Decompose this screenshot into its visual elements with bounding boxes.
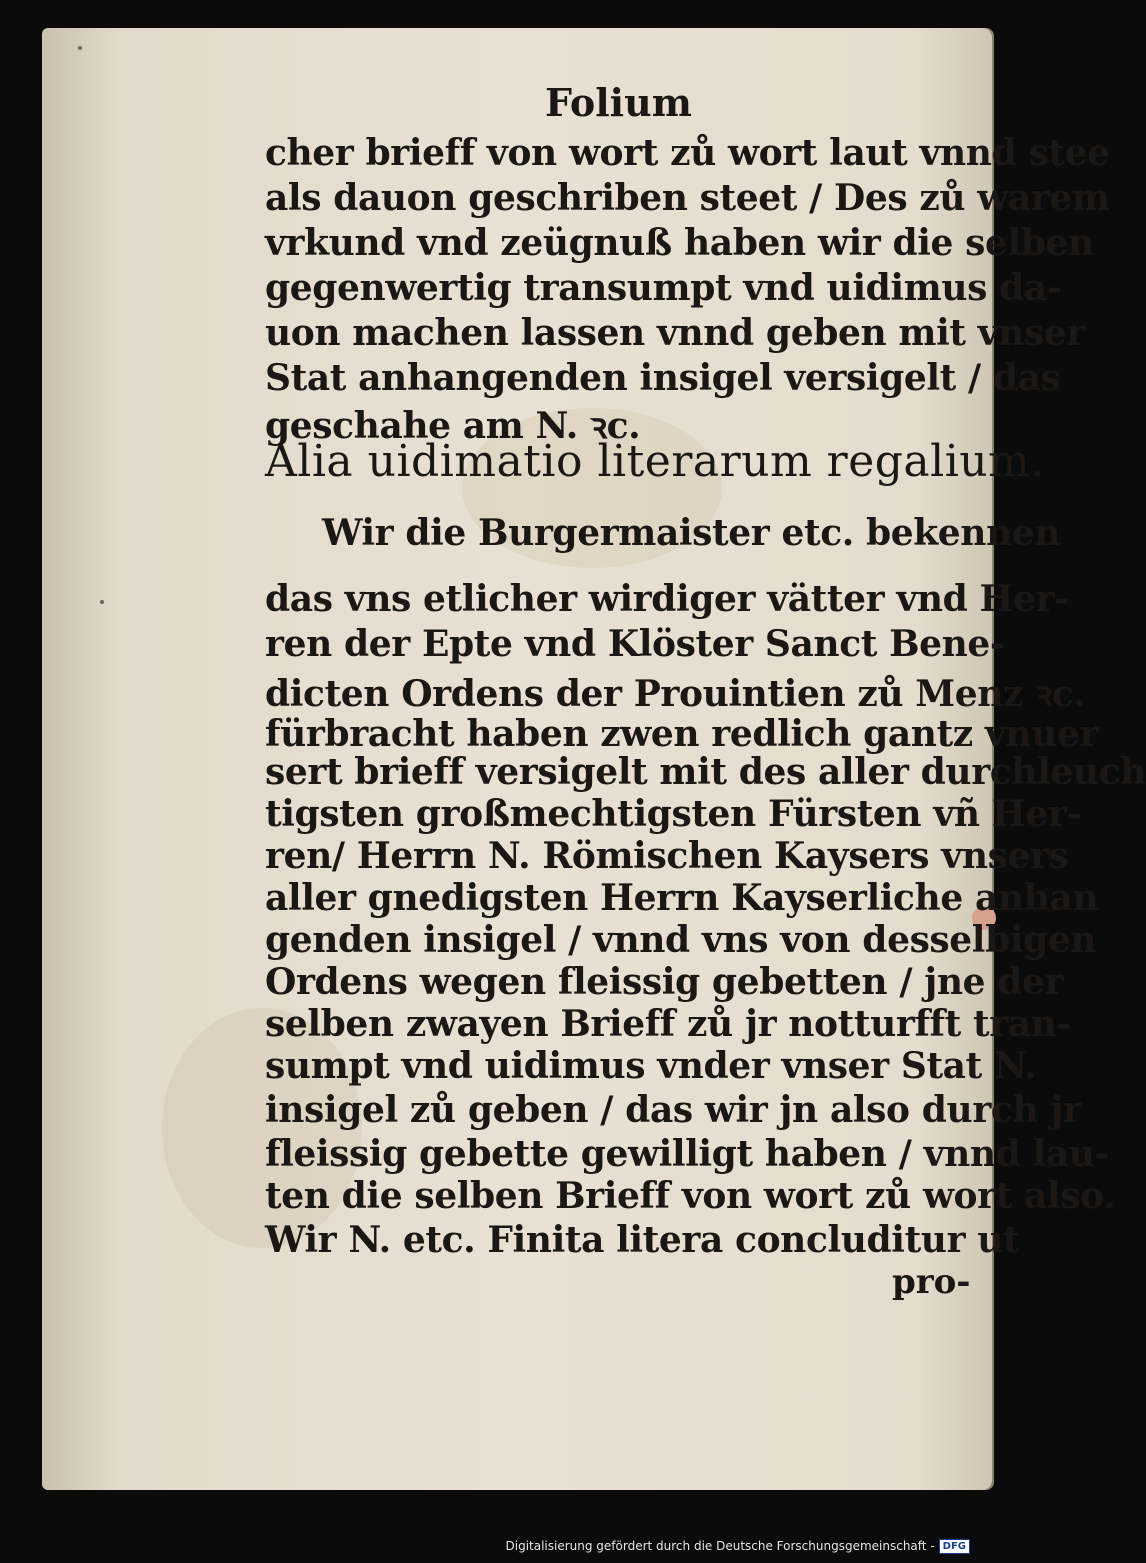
text-line: ren/ Herrn N. Römischen Kaysers vnsers (265, 835, 1069, 877)
text-line: dicten Ordens der Prouintien zů Menz ꝛc. (265, 673, 1086, 715)
paper-speck (100, 600, 104, 604)
text-line: als dauon geschriben steet / Des zů warem (265, 177, 1110, 219)
catchword: pro- (892, 1262, 971, 1302)
page-header: Folium (545, 80, 692, 125)
text-line: Wir N. etc. Finita litera concluditur ut (265, 1219, 1020, 1261)
dfg-logo: DFG (939, 1539, 970, 1554)
funding-credit (506, 1537, 971, 1555)
text-line: insigel zů geben / das wir jn also durch jr (265, 1089, 1082, 1131)
text-line: tigsten großmechtigsten Fürsten vñ Her- (265, 793, 1081, 835)
text-line: fleissig gebette gewilligt haben / vnnd lau- (265, 1133, 1110, 1175)
text-line: cher brieff von wort zů wort laut vnnd stee (265, 132, 1110, 174)
text-line: das vns etlicher wirdiger vätter vnd Her- (265, 578, 1069, 620)
text-line: vrkund vnd zeügnuß haben wir die selben (265, 222, 1094, 264)
text-line: Stat anhangenden insigel versigelt / das (265, 357, 1061, 399)
text-line: Ordens wegen fleissig gebetten / jne der (265, 961, 1064, 1003)
text-line: aller gnedigsten Herrn Kayserliche anhan (265, 877, 1099, 919)
text-line: gegenwertig transumpt vnd uidimus da- (265, 267, 1062, 309)
section-heading: Alia uidimatio literarum regalium. (265, 436, 1045, 487)
text-line: fürbracht haben zwen redlich gantz vnuer (265, 713, 1099, 755)
text-line: uon machen lassen vnnd geben mit vnser (265, 312, 1085, 354)
text-line: ten die selben Brieff von wort zů wort also. (265, 1175, 1116, 1217)
paper-speck (78, 46, 82, 50)
funding-credit-text: Digitalisierung gefördert durch die Deutsche Forschungsgemeinschaft - (505, 1539, 935, 1553)
text-line: sert brieff versigelt mit des aller durchleuch (265, 751, 1146, 793)
paragraph-opening: Wir die Burgermaister etc. bekennen (322, 512, 1061, 554)
text-line: geschahe am N. ꝛc. (265, 405, 641, 447)
text-line: ren der Epte vnd Klöster Sanct Bene- (265, 623, 1005, 665)
text-line: genden insigel / vnnd vns von desselbigen (265, 919, 1097, 961)
text-line: selben zwayen Brieff zů jr notturfft tran- (265, 1003, 1072, 1045)
text-line: sumpt vnd uidimus vnder vnser Stat N. (265, 1045, 1037, 1087)
